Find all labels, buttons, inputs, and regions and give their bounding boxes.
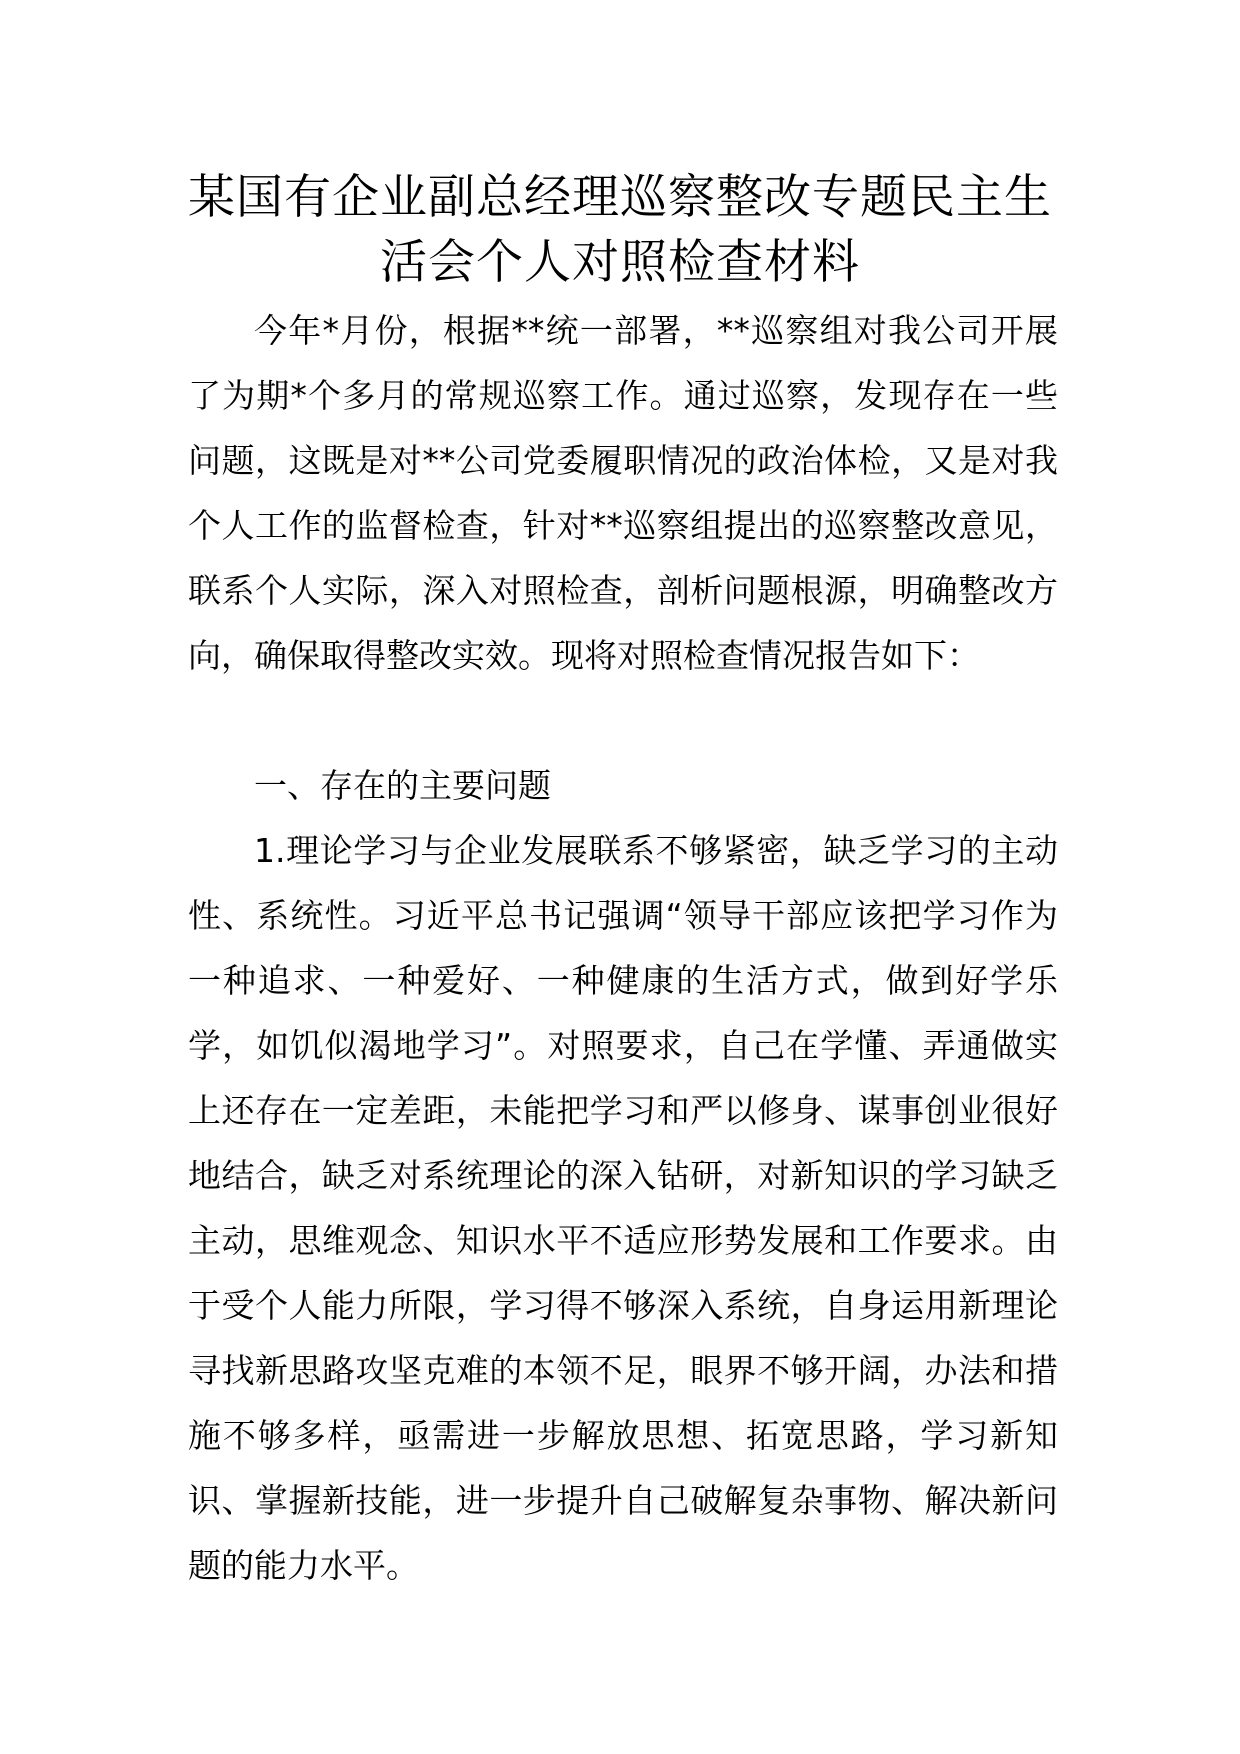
section-heading: 一、存在的主要问题: [254, 766, 551, 805]
title-line-1: 某国有企业副总经理巡察整改专题民主生: [188, 170, 1052, 225]
intro-paragraph: 今年*月份，根据**统一部署，**巡察组对我公司开展了为期*个多月的常规巡察工作。通过巡察，发现存在一些问题，这既是对**公司党委履职情况的政治体检，又是对我个人工作的监督检查，针对**巡察组提出的巡察整改意见，联系个人实际，深入对照检查，剖析问题根源，明确整改方向，确保取得整改实效。现将对照检查情况报告如下：: [188, 311, 1058, 675]
document-title: [150, 165, 1090, 295]
item-1-paragraph: 1.理论学习与企业发展联系不够紧密，缺乏学习的主动性、系统性。习近平总书记强调“领导干部应该把学习作为一种追求、一种爱好、一种健康的生活方式，做到好学乐学，如饥似渴地学习”。对照要求，自己在学懂、弄通做实上还存在一定差距，未能把学习和严以修身、谋事创业很好地结合，缺乏对系统理论的深入钻研，对新知识的学习缺乏主动，思维观念、知识水平不适应形势发展和工作要求。由于受个人能力所限，学习得不够深入系统，自身运用新理论寻找新思路攻坚克难的本领不足，眼界不够开阔，办法和措施不够多样，亟需进一步解放思想、拓宽思路，学习新知识、掌握新技能，进一步提升自己破解复杂事物、解决新问题的能力水平。: [188, 831, 1058, 1585]
title-line-2: 活会个人对照检查材料: [380, 235, 860, 290]
